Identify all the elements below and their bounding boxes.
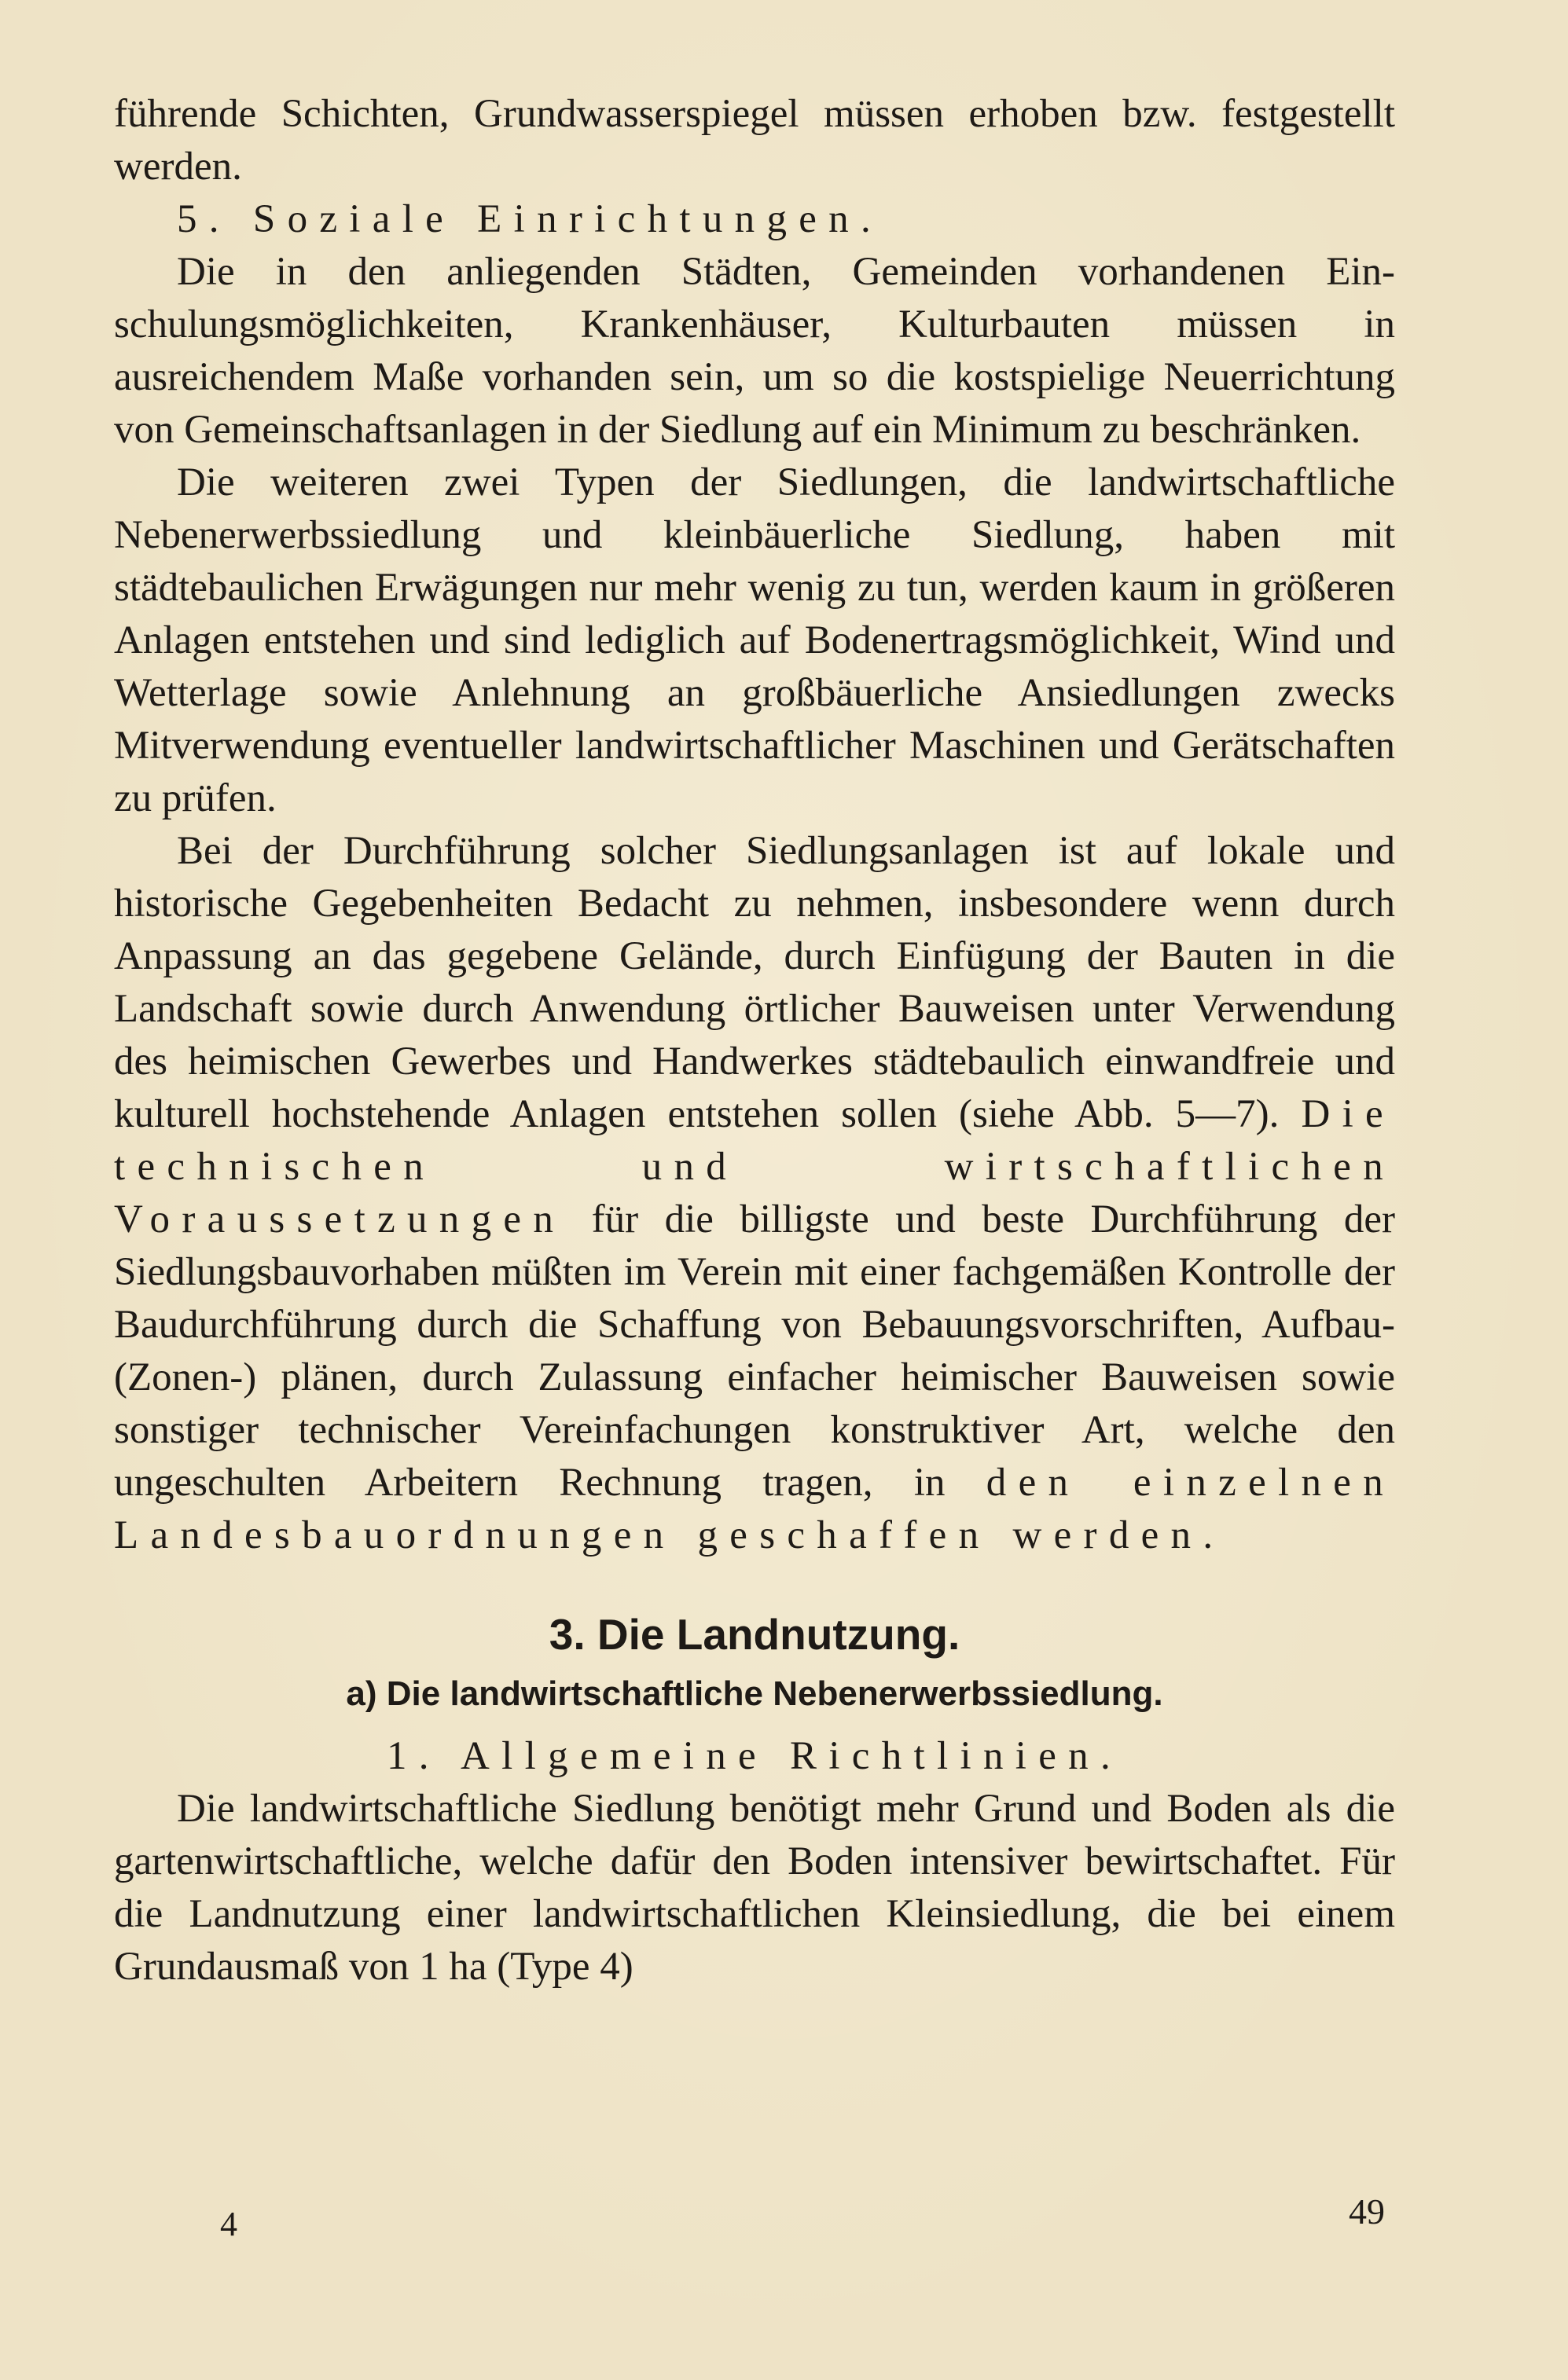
signature-mark: 4 <box>220 2205 237 2243</box>
body-text <box>114 88 1395 1993</box>
paragraph-4-part-1: Bei der Durchführung solcher Siedlungsanlagen ist auf lokale und historische Gegebenheiten Bedacht zu nehmen, insbesondere wenn durch Anpassung an das gegebene Gelände, durch Einfügung der Bauten in die Landschaft sowie durch Anwendung örtlicher Bauweisen unter Verwendung des heimischen Gewerbes und Handwerkes städtebaulich einwandfreie und kulturell hochstehende Anlagen entstehen sollen (siehe Abb. 5—7). <box>114 829 1395 1136</box>
paragraph-4-part-2: für die billigste und beste Durchführung der Siedlungsbauvorhaben müßten im Verein mit einer fachgemäßen Kontrolle der Baudurchführung durch die Schaffung von Bebauungsvorschriften, Aufbau-(Zonen-) plänen, durch Zulassung einfacher heimischer Bauweisen sowie sonstiger technischer Vereinfachungen konstruktiver Art, welche den ungeschulten Arbeitern Rechnung tragen, in <box>114 1197 1396 1505</box>
section-heading-social-text: 5. Soziale Einrichtungen. <box>177 197 883 241</box>
paragraph-5: Die landwirtschaftliche Siedlung benötigt mehr Grund und Boden als die gartenwirtschaftliche, welche dafür den Boden intensiver bewirtschaftet. Für die Landnutzung einer landwirtschaftlichen Kleinsiedlung, die bei einem Grundausmaß von 1 ha (Type 4) <box>114 1787 1395 1989</box>
paragraph-1: führende Schichten, Grundwasserspiegel müssen erhoben bzw. festgestellt werden. <box>114 92 1395 189</box>
subchapter-heading: a) Die landwirtschaftliche Nebenerwerbssiedlung. <box>346 1674 1163 1713</box>
paragraph-4 <box>114 825 1395 1562</box>
paragraph-3: Die weiteren zwei Typen der Siedlungen, die landwirtschaftliche Nebenerwerbssiedlung und kleinbäuerliche Siedlung, haben mit städtebaulichen Erwägungen nur mehr wenig zu tun, werden kaum in größeren Anlagen entstehen und sind lediglich auf Bodenertragsmöglichkeit, Wind und Wetterlage sowie Anlehnung an großbäuerliche Ansiedlungen zwecks Mitverwendung eventueller landwirtschaftlicher Maschinen und Gerätschaften zu prüfen. <box>114 460 1395 820</box>
section-heading-social <box>114 193 1395 246</box>
page-number: 49 <box>1349 2191 1385 2231</box>
paragraph-4-emphasis-1: Die technischen und wirtschaftlichen Voraussetzungen <box>114 1092 1395 1241</box>
paragraph-4-emphasis-2: den einzelnen Landesbauordnungen geschaffen werden. <box>114 1461 1396 1557</box>
subsection-heading: 1. Allgemeine Richtlinien. <box>386 1734 1123 1778</box>
paragraph-2: Die in den anliegenden Städten, Gemeinden vorhandenen Einschulungsmöglichkeiten, Krankenhäuser, Kulturbauten müssen in ausreichendem Maße vorhanden sein, um so die kostspielige Neuerrichtung von Gemeinschaftsanlagen in der Siedlung auf ein Minimum zu beschränken. <box>114 250 1395 452</box>
chapter-heading: 3. Die Landnutzung. <box>549 1610 960 1659</box>
